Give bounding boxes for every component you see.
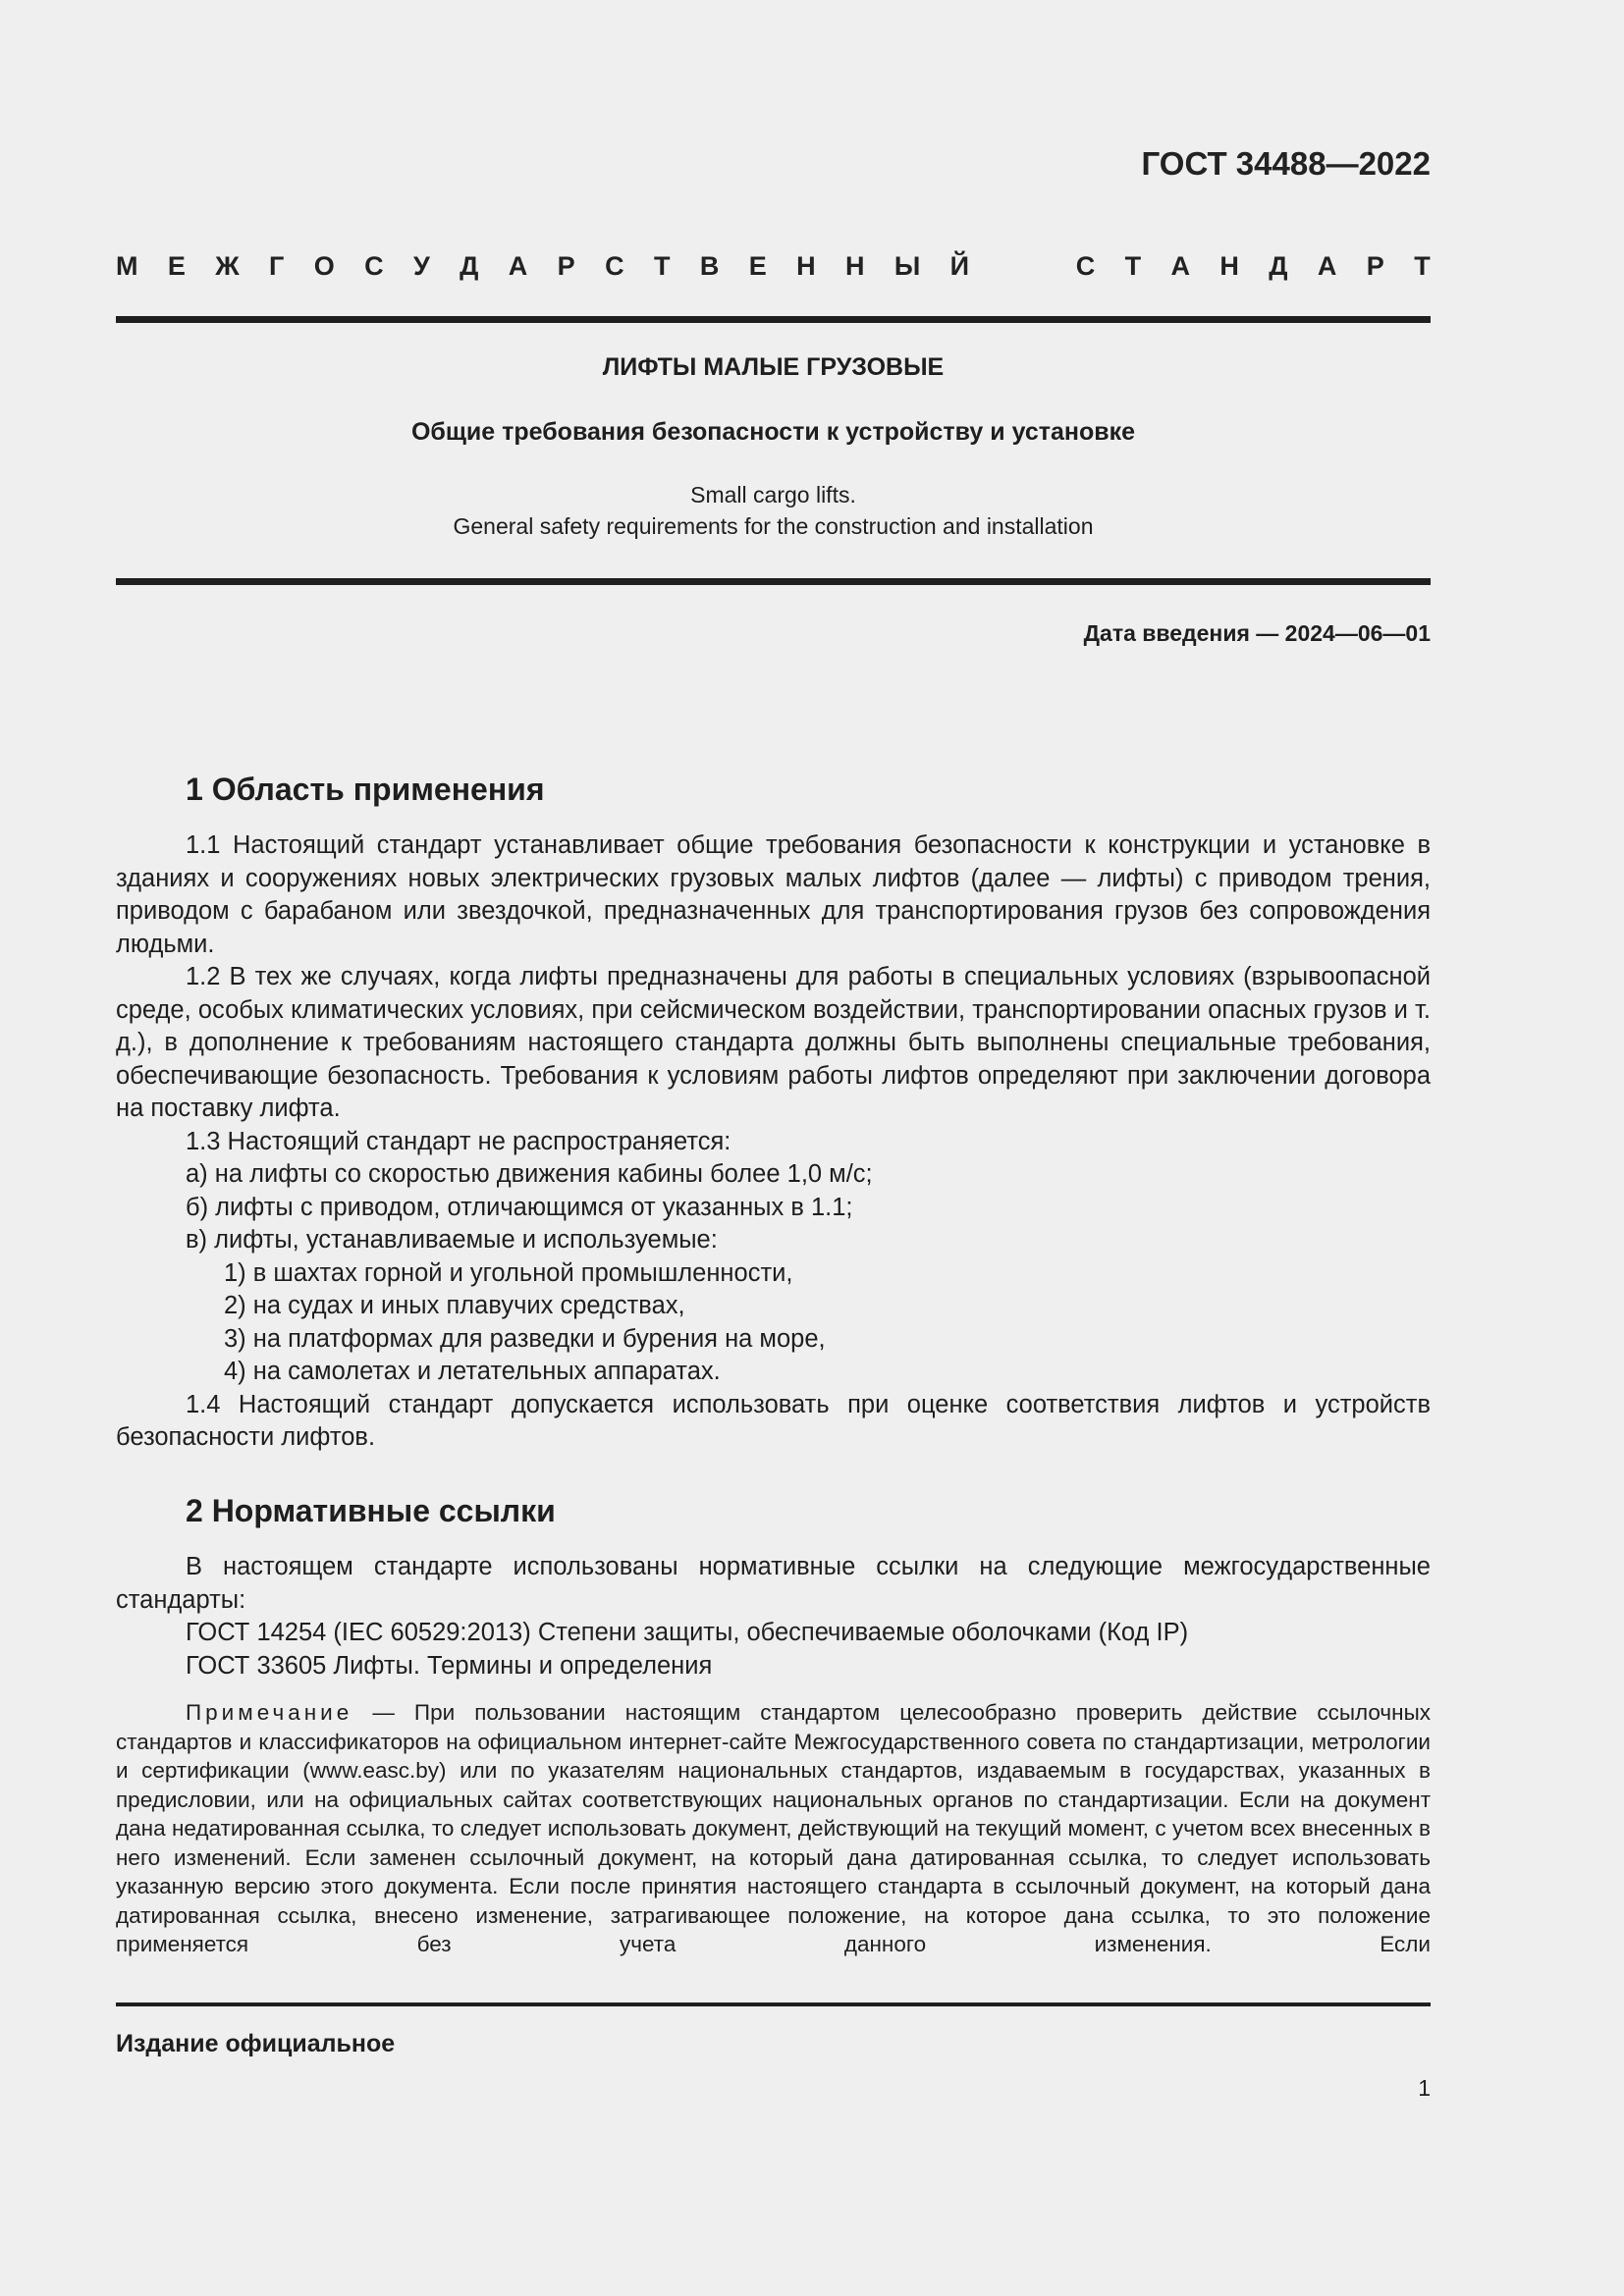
paragraph: 1.2 В тех же случаях, когда лифты предназначены для работы в специальных условиях (взрывоопасной среде, особых климатических условиях, при сейсмическом воздействии, транспортировании опасных грузов и т. д.), в дополнение к требованиям настоящего стандарта должны быть выполнены специальные требования, обеспечивающие безопасность. Требования к условиям работы лифтов определяют при заключении договора на поставку лифта. — [116, 963, 1431, 1122]
reference-item: ГОСТ 14254 (IEC 60529:2013) Степени защиты, обеспечиваемые оболочками (Код IP) — [186, 1619, 1189, 1646]
letter: А — [1170, 251, 1191, 281]
section-heading: 2 Нормативные ссылки — [186, 1493, 556, 1528]
word-gap — [999, 251, 1046, 282]
document-title: ЛИФТЫ МАЛЫЕ ГРУЗОВЫЕ — [602, 353, 945, 381]
letter: Д — [460, 251, 479, 281]
letter: Ж — [215, 251, 240, 281]
letter: У — [413, 251, 430, 281]
paragraph: В настоящем стандарте использованы нормативные ссылки на следующие межгосударственные стандарты: — [116, 1553, 1431, 1614]
english-title-line: General safety requirements for the construction and installation — [453, 513, 1094, 539]
letter: Т — [653, 251, 671, 281]
letter: Н — [796, 251, 816, 281]
section-1-body — [116, 829, 1431, 1455]
letter: Н — [1219, 251, 1239, 281]
section-1-heading-wrap — [116, 770, 1431, 809]
letter: С — [1075, 251, 1096, 281]
letter: Р — [1366, 251, 1384, 281]
section-heading: 1 Область применения — [186, 772, 545, 807]
letter: Е — [167, 251, 186, 281]
document-subtitle: Общие требования безопасности к устройству и установке — [410, 418, 1136, 446]
edition-label: Издание официальное — [116, 2030, 396, 2057]
letter: Й — [949, 251, 970, 281]
note-label: Примечание — [186, 1700, 353, 1725]
header-divider — [116, 316, 1431, 323]
letter: О — [313, 251, 335, 281]
letter: Ы — [893, 251, 921, 281]
letter: С — [605, 251, 624, 281]
letter: Р — [557, 251, 575, 281]
list-item: а) на лифты со скоростью движения кабины более 1,0 м/с; — [186, 1160, 873, 1188]
reference-item: ГОСТ 33605 Лифты. Термины и определения — [186, 1651, 713, 1680]
paragraph: 1.4 Настоящий стандарт допускается использовать при оценке соответствия лифтов и устройств безопасности лифтов. — [116, 1390, 1431, 1451]
letter: М — [116, 251, 138, 281]
section-2-body — [116, 1551, 1431, 1682]
standard-category-header — [116, 251, 1431, 282]
list-item: б) лифты с приводом, отличающимся от указанных в 1.1; — [186, 1193, 853, 1221]
effective-date: Дата введения — 2024—06—01 — [1083, 620, 1431, 646]
section-2-heading-wrap — [116, 1491, 1431, 1530]
sub-list-item: 4) на самолетах и летательных аппаратах. — [224, 1358, 721, 1385]
english-title-line: Small cargo lifts. — [690, 482, 856, 507]
note-paragraph — [116, 1698, 1431, 1959]
list-item: в) лифты, устанавливаемые и используемые: — [186, 1226, 718, 1254]
paragraph: 1.1 Настоящий стандарт устанавливает общие требования безопасности к конструкции и установке в зданиях и сооружениях новых электрических грузовых малых лифтов (далее — лифты) с приводом трения, приводом с барабаном или звездочкой, предназначенных для транспортирования грузов без сопровождения людьми. — [116, 831, 1431, 958]
letter: Е — [748, 251, 767, 281]
letter: В — [699, 251, 720, 281]
letter: Д — [1269, 251, 1288, 281]
letter: Г — [269, 251, 285, 281]
document-page — [116, 0, 1431, 2296]
letter: Н — [844, 251, 865, 281]
page-number: 1 — [1418, 2075, 1431, 2101]
note-text: — При пользовании настоящим стандартом целесообразно проверить действие ссылочных стандартов и классификаторов на официальном интернет-сайте Межгосударственного совета по стандартизации, метрологии и сертификации (www.easc.by) или по указателям национальных стандартов, издаваемым в государствах, указанных в предисловии, или на официальных сайтах соответствующих национальных органов по стандартизации. Если на документ дана недатированная ссылка, то следует использовать документ, действующий на текущий момент, с учетом всех внесенных в него изменений. Если заменен ссылочный документ, на который дана датированная ссылка, то следует использовать указанную версию этого документа. Если после принятия настоящего стандарта в ссылочный документ, на который дана датированная ссылка, внесено изменение, затрагивающее положение, на которое дана ссылка, то это положение применяется без учета данного изменения. Если — [116, 1700, 1431, 1956]
letter: С — [364, 251, 384, 281]
footer-divider — [116, 2002, 1431, 2006]
title-divider — [116, 578, 1431, 585]
sub-list-item: 2) на судах и иных плавучих средствах, — [224, 1292, 685, 1319]
english-title — [116, 479, 1431, 542]
letter: Т — [1124, 251, 1142, 281]
letter: Т — [1414, 251, 1431, 281]
paragraph: 1.3 Настоящий стандарт не распространяется: — [186, 1127, 731, 1155]
sub-list-item: 3) на платформах для разведки и бурения на море, — [224, 1324, 826, 1353]
letter: А — [1317, 251, 1337, 281]
letter: А — [508, 251, 528, 281]
document-id: ГОСТ 34488—2022 — [1141, 145, 1431, 182]
sub-list-item: 1) в шахтах горной и угольной промышленности, — [224, 1258, 793, 1287]
